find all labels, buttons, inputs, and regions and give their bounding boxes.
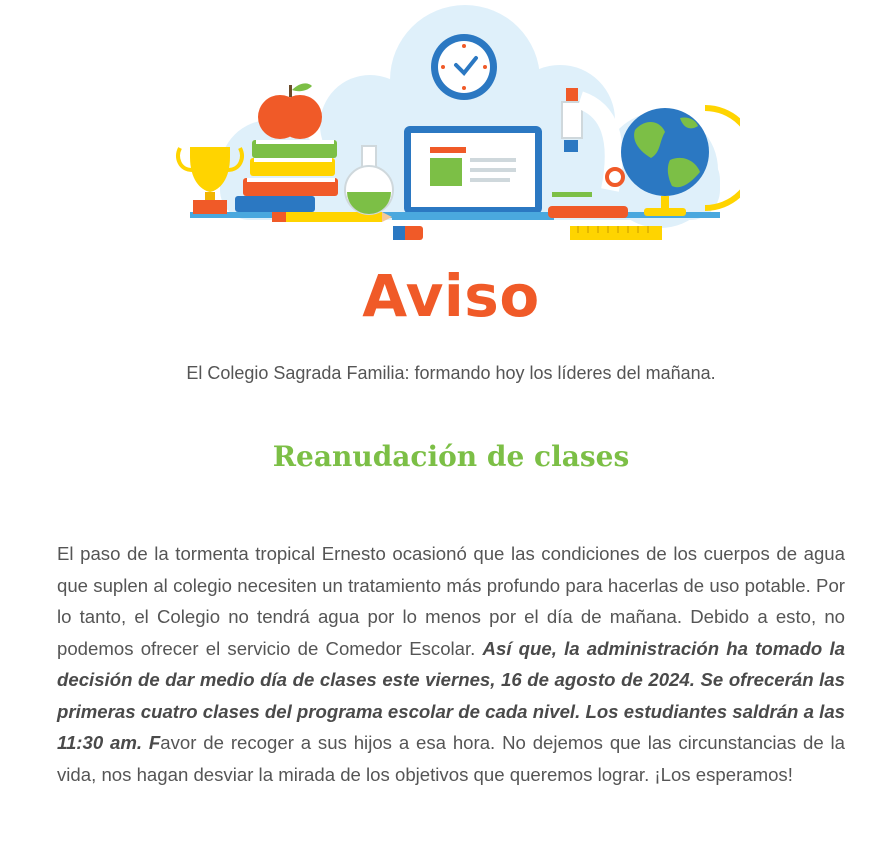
- section-heading: Reanudación de clases: [272, 440, 630, 473]
- notice-closing: avor de recoger a sus hijos a esa hora. No dejemos que las circunstancias de la vida, nos hagan desviar la mirada de los objetivos que queremos lograr. ¡Los esperamos!: [57, 732, 845, 785]
- school-illustration: [160, 0, 740, 250]
- clock-icon: [431, 34, 497, 100]
- school-illustration-svg: [160, 0, 740, 250]
- notice-body: [57, 538, 845, 790]
- apple-icon: [258, 83, 322, 139]
- ruler-icon: [570, 226, 662, 240]
- laptop-icon: [392, 126, 554, 240]
- notice-emphasis: Así que, la administración ha tomado la decisión de dar medio día de clases este viernes, 16 de agosto de 2024. Se ofrecerán las primeras cuatro clases del programa escolar de cada nivel. Los estudiantes saldrán a las 11:30 am. F: [57, 637, 845, 753]
- page-title: Aviso: [362, 262, 540, 330]
- school-motto: El Colegio Sagrada Familia: formando hoy los líderes del mañana.: [186, 363, 716, 383]
- notice-intro: El paso de la tormenta tropical Ernesto ocasionó que las condiciones de los cuerpos de agua que suplen al colegio necesiten un tratamiento más profundo para hacerlas de uso potable. Por lo tanto, el Colegio no tendrá agua por lo menos por el día de mañana. Debido a esto, no podemos ofrecer el servicio de Comedor Escolar.: [57, 543, 845, 659]
